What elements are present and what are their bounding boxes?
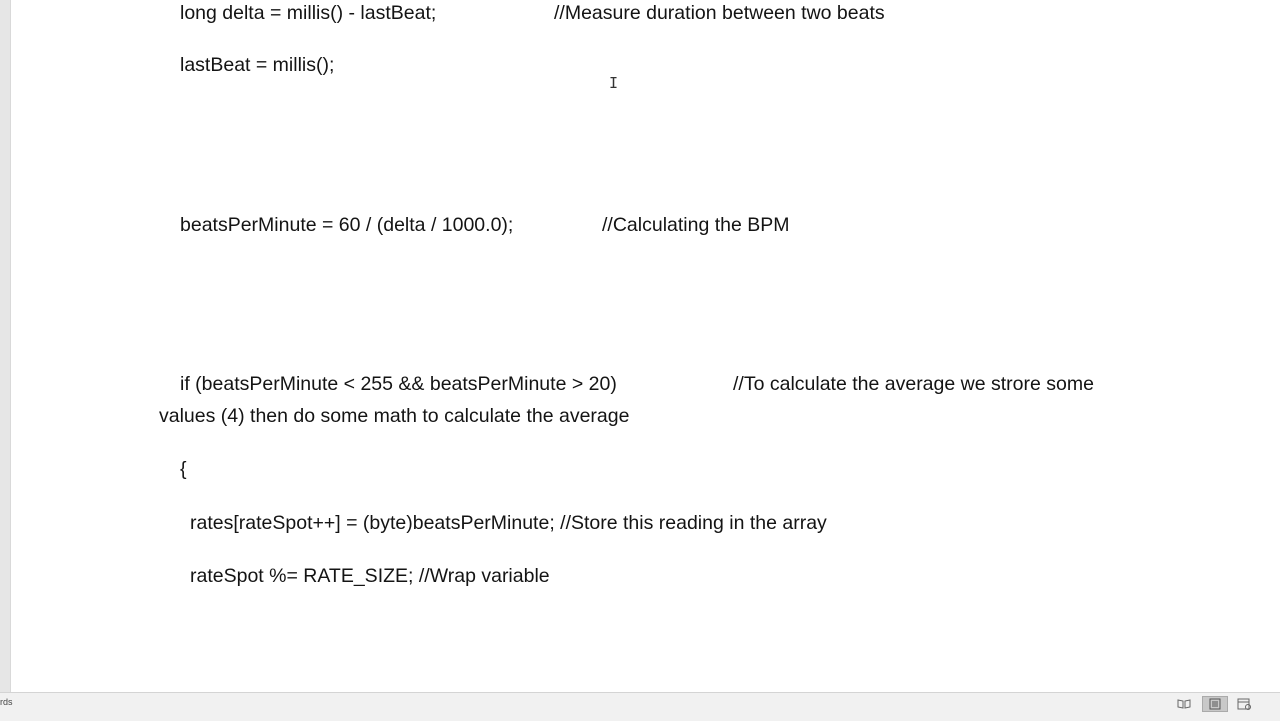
status-bar [0, 692, 1280, 721]
code-line-ratespot[interactable]: rateSpot %= RATE_SIZE; //Wrap variable [190, 565, 550, 587]
comment-bpm[interactable]: //Calculating the BPM [602, 214, 790, 236]
print-layout-icon [1203, 697, 1227, 711]
code-line-bpm[interactable]: beatsPerMinute = 60 / (delta / 1000.0); [180, 214, 514, 236]
word-count-label[interactable]: rds [0, 697, 13, 707]
code-line-if[interactable]: if (beatsPerMinute < 255 && beatsPerMinute > 20) [180, 373, 617, 395]
comment-if[interactable]: //To calculate the average we strore some [733, 373, 1094, 395]
document-page[interactable] [10, 0, 1280, 692]
code-line-delta[interactable]: long delta = millis() - lastBeat; [180, 2, 437, 24]
code-line-rates[interactable]: rates[rateSpot++] = (byte)beatsPerMinute; //Store this reading in the array [190, 512, 827, 534]
read-mode-button[interactable] [1174, 696, 1194, 712]
comment-delta[interactable]: //Measure duration between two beats [554, 2, 885, 24]
print-layout-button[interactable] [1202, 696, 1228, 712]
code-line-lastbeat[interactable]: lastBeat = millis(); [180, 54, 335, 76]
web-layout-icon [1235, 697, 1253, 711]
comment-if-continued[interactable]: values (4) then do some math to calculate the average [159, 405, 630, 427]
web-layout-button[interactable] [1234, 696, 1254, 712]
text-cursor-icon: I [609, 74, 619, 92]
code-open-brace[interactable]: { [180, 458, 187, 480]
read-mode-icon [1175, 697, 1193, 711]
